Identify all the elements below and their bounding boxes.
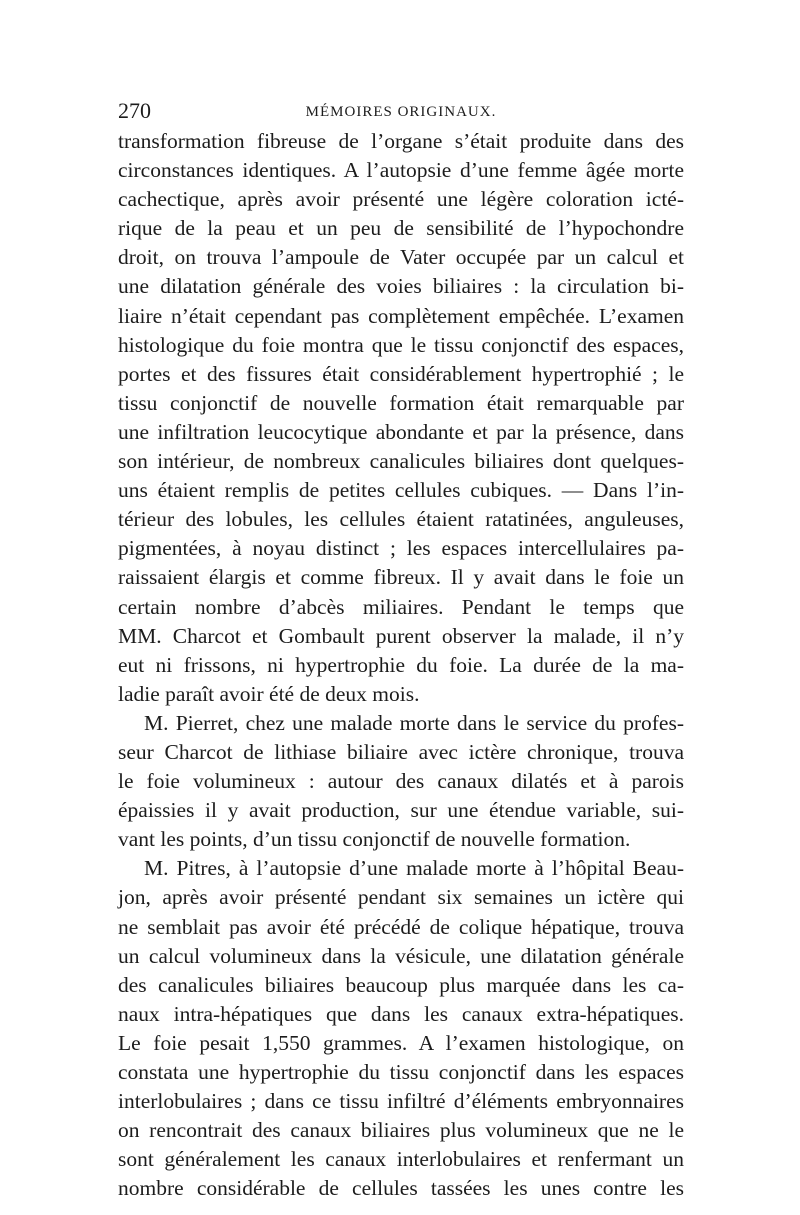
text-line: M. Pierret, chez une malade morte dans le service du profes- bbox=[144, 710, 684, 735]
text-line: une dilatation générale des voies biliaires : la circulation bi- bbox=[118, 274, 684, 299]
text-line: histologique du foie montra que le tissu conjonctif des espaces, bbox=[118, 332, 684, 357]
body-text bbox=[118, 127, 684, 1203]
page-number: 270 bbox=[118, 98, 151, 123]
text-line: un calcul volumineux dans la vésicule, une dilatation générale bbox=[118, 943, 684, 968]
text-line: liaire n’était cependant pas complètement empêchée. L’examen bbox=[118, 303, 684, 328]
text-line: épaissies il y avait production, sur une étendue variable, sui- bbox=[118, 798, 684, 823]
text-line: pigmentées, à noyau distinct ; les espaces intercellulaires pa- bbox=[118, 536, 684, 561]
text-line: ladie paraît avoir été de deux mois. bbox=[118, 681, 420, 706]
text-line: certain nombre d’abcès miliaires. Pendant le temps que bbox=[118, 594, 684, 619]
text-line: circonstances identiques. A l’autopsie d’une femme âgée morte bbox=[118, 158, 684, 183]
page-header bbox=[118, 96, 684, 126]
text-line: une infiltration leucocytique abondante et par la présence, dans bbox=[118, 419, 684, 444]
text-line: ne semblait pas avoir été précédé de colique hépatique, trouva bbox=[118, 914, 684, 939]
text-line: portes et des fissures était considérablement hypertrophié ; le bbox=[118, 361, 684, 386]
text-line: nombre considérable de cellules tassées les unes contre les bbox=[118, 1176, 684, 1201]
running-head: MÉMOIRES ORIGINAUX. bbox=[305, 104, 497, 120]
text-line: jon, après avoir présenté pendant six semaines un ictère qui bbox=[118, 885, 684, 910]
text-line: son intérieur, de nombreux canalicules biliaires dont quelques- bbox=[118, 449, 684, 474]
text-line: térieur des lobules, les cellules étaient ratatinées, anguleuses, bbox=[118, 507, 684, 532]
text-line: droit, on trouva l’ampoule de Vater occupée par un calcul et bbox=[118, 245, 684, 270]
text-line: cachectique, après avoir présenté une légère coloration icté- bbox=[118, 187, 684, 212]
text-line: on rencontrait des canaux biliaires plus volumineux que ne le bbox=[118, 1118, 684, 1143]
text-line: vant les points, d’un tissu conjonctif de nouvelle formation. bbox=[118, 827, 631, 852]
text-line: interlobulaires ; dans ce tissu infiltré d’éléments embryonnaires bbox=[118, 1089, 684, 1114]
text-line: M. Pitres, à l’autopsie d’une malade morte à l’hôpital Beau- bbox=[144, 856, 684, 881]
text-line: des canalicules biliaires beaucoup plus marquée dans les ca- bbox=[118, 972, 684, 997]
text-line: MM. Charcot et Gombault purent observer la malade, il n’y bbox=[118, 623, 684, 648]
text-line: constata une hypertrophie du tissu conjonctif dans les espaces bbox=[118, 1060, 684, 1084]
text-line: le foie volumineux : autour des canaux dilatés et à parois bbox=[118, 769, 684, 794]
text-line: naux intra-hépatiques que dans les canaux extra-hépatiques. bbox=[118, 1001, 684, 1026]
text-line: sont généralement les canaux interlobulaires et renfermant un bbox=[118, 1147, 684, 1172]
text-line: rique de la peau et un peu de sensibilité de l’hypochondre bbox=[118, 216, 684, 241]
text-line: uns étaient remplis de petites cellules cubiques. — Dans l’in- bbox=[118, 478, 684, 503]
text-line: eut ni frissons, ni hypertrophie du foie. La durée de la ma- bbox=[118, 652, 684, 677]
text-line: seur Charcot de lithiase biliaire avec ictère chronique, trouva bbox=[118, 739, 684, 764]
text-line: raissaient élargis et comme fibreux. Il y avait dans le foie un bbox=[118, 565, 684, 590]
text-line: tissu conjonctif de nouvelle formation était remarquable par bbox=[118, 390, 684, 415]
text-line: transformation fibreuse de l’organe s’était produite dans des bbox=[118, 129, 684, 153]
text-line: Le foie pesait 1,550 grammes. A l’examen histologique, on bbox=[118, 1030, 684, 1055]
